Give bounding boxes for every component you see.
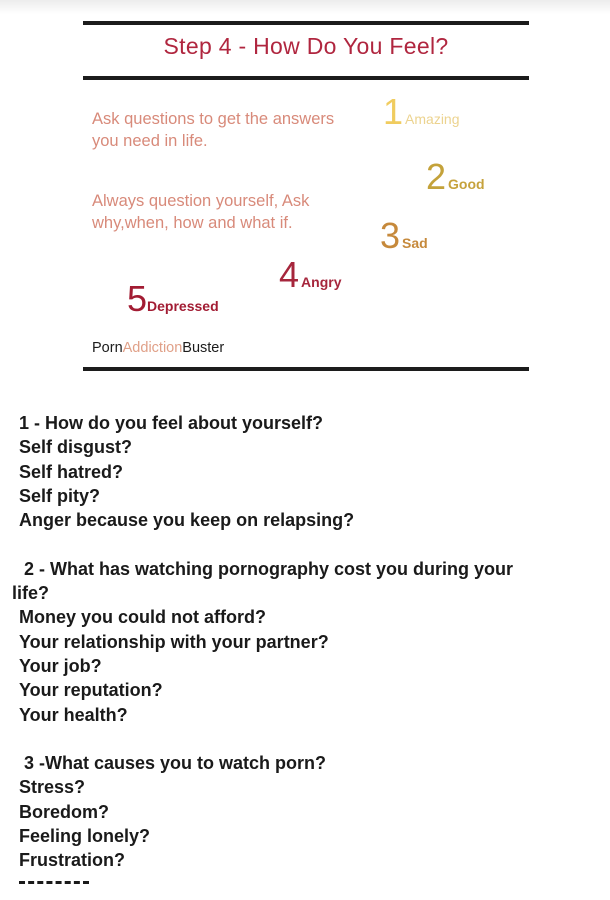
list-item: Your job?	[19, 655, 102, 676]
brand-logo	[92, 340, 224, 356]
list-item: Boredom?	[19, 801, 109, 822]
top-shadow	[0, 0, 610, 14]
list-item: Your health?	[19, 704, 128, 725]
divider	[83, 76, 529, 80]
brand-part: Addiction	[122, 340, 183, 356]
rating-2	[426, 156, 485, 197]
rating-5	[127, 278, 219, 319]
divider	[83, 367, 529, 371]
rating-label: Good	[448, 176, 485, 192]
rating-4	[279, 254, 342, 295]
rating-label: Depressed	[147, 298, 219, 314]
list-item: Self pity?	[19, 485, 101, 506]
rating-number: 2	[426, 156, 447, 197]
infographic-title: Step 4 - How Do You Feel?	[163, 33, 449, 59]
list-item: Self hatred?	[19, 461, 124, 482]
rating-label: Sad	[402, 235, 428, 251]
list-item: Stress?	[19, 777, 86, 798]
tip-ask-questions: Ask questions to get the answers you need in life.	[92, 110, 335, 150]
list-item: Money you could not afford?	[19, 607, 266, 628]
rating-number: 5	[127, 278, 148, 319]
question-3: 3 -What causes you to watch porn?	[24, 753, 327, 774]
divider	[83, 21, 529, 25]
rating-3	[380, 215, 428, 256]
rating-1	[383, 91, 460, 132]
rating-number: 1	[383, 91, 404, 132]
truncated-text-edge	[19, 881, 89, 889]
feelings-infographic	[83, 19, 529, 374]
tip-question-yourself: Always question yourself, Ask why,when, how and what if.	[92, 192, 310, 232]
brand-part: Buster	[182, 340, 225, 356]
list-item: Your reputation?	[19, 680, 163, 701]
list-item: Feeling lonely?	[19, 826, 151, 847]
question-2: 2 - What has watching pornography cost you during your	[24, 558, 514, 579]
rating-number: 3	[380, 215, 401, 256]
list-item: Self disgust?	[19, 437, 133, 458]
rating-number: 4	[279, 254, 300, 295]
brand-part: Porn	[92, 340, 123, 356]
question-1: 1 - How do you feel about yourself?	[19, 413, 324, 433]
rating-label: Angry	[301, 274, 342, 290]
question-2-continued: life?	[12, 583, 50, 604]
list-item: Frustration?	[19, 850, 125, 871]
list-item: Your relationship with your partner?	[19, 631, 329, 652]
list-item: Anger because you keep on relapsing?	[19, 510, 355, 531]
post-body	[0, 411, 600, 873]
rating-label: Amazing	[405, 111, 460, 127]
